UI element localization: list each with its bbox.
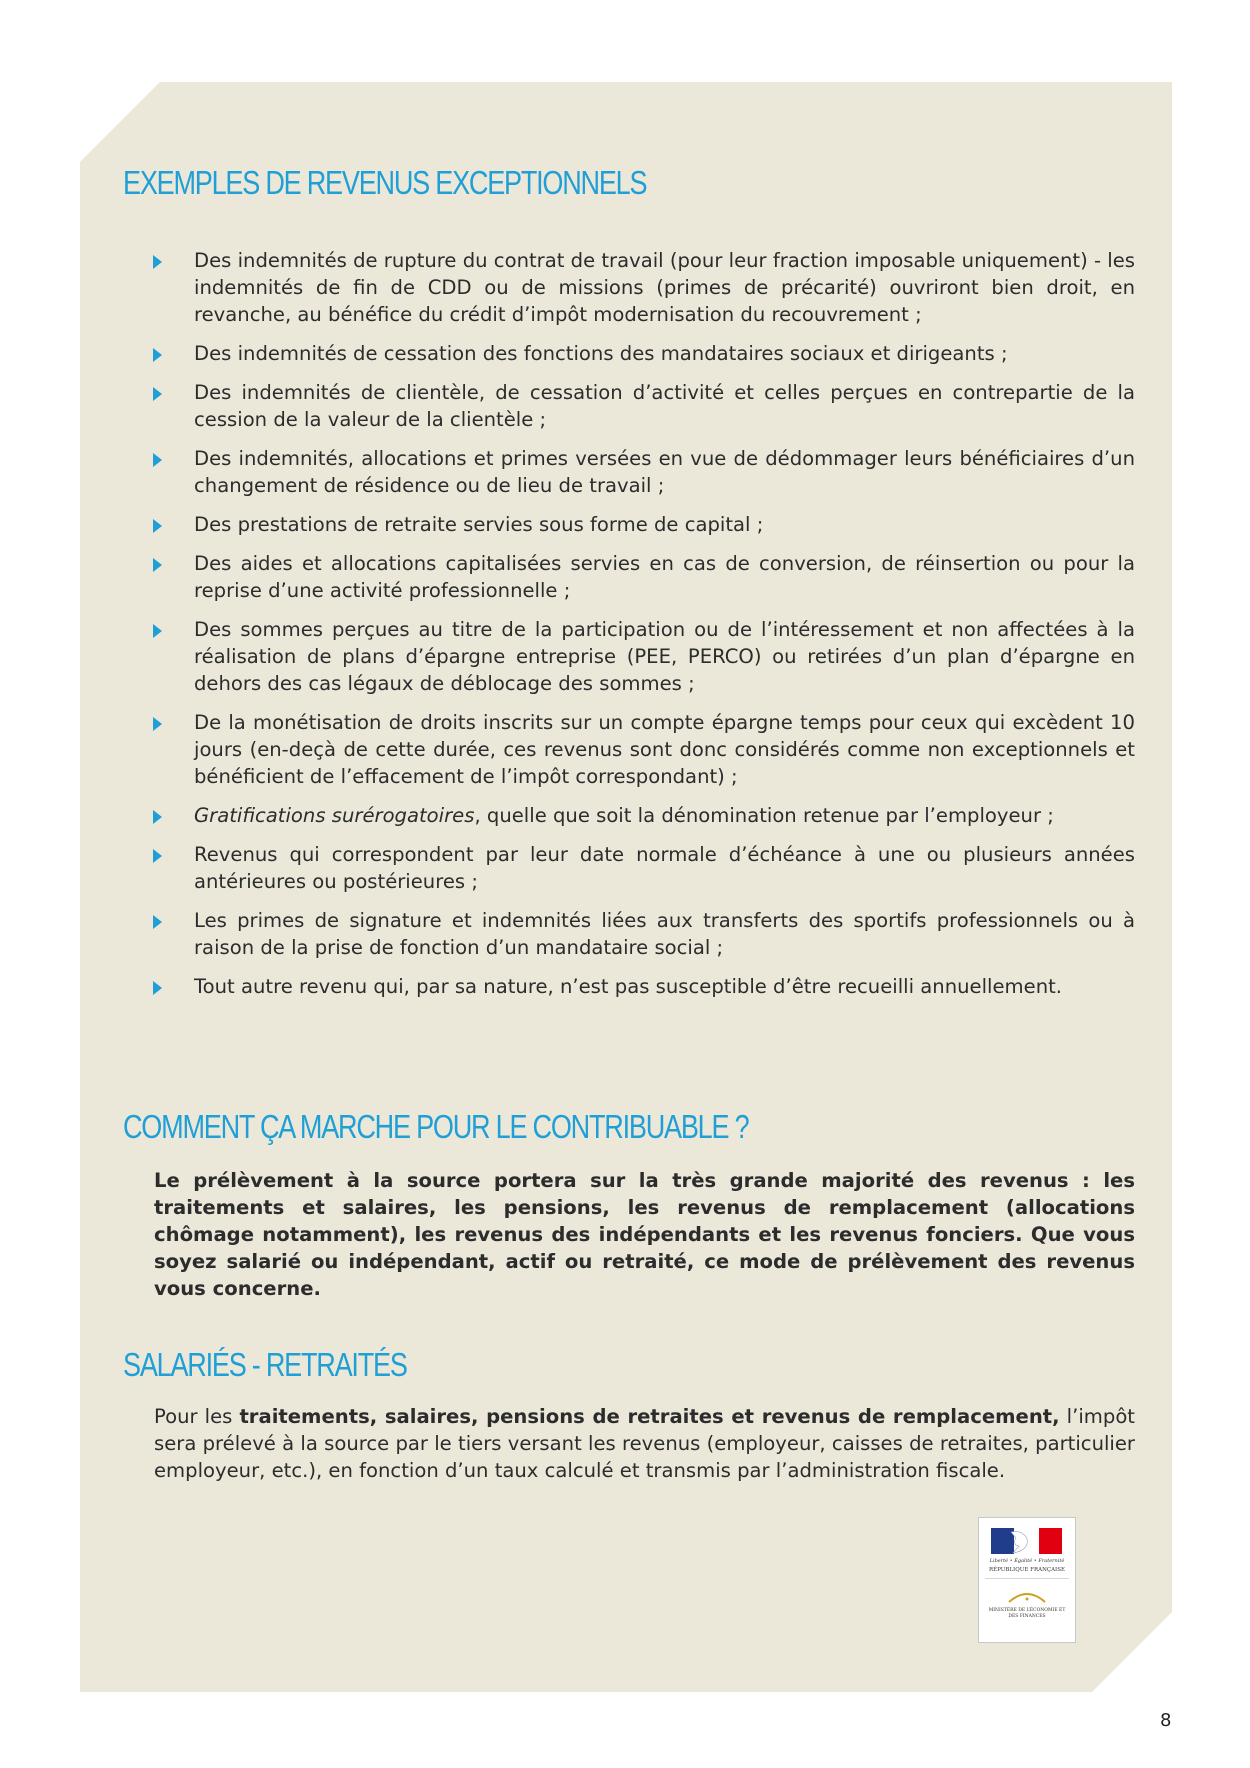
logo-divider [985,1578,1069,1579]
list-item: Des indemnités de rupture du contrat de travail (pour leur fraction imposable uniquement) - les indemnités de fin de CDD ou de missions (primes de précarité) ouvriront bien droit, en revanche, au bénéfice du crédit d’impôt modernisation du recouvrement ; [150,247,1135,328]
list-item: Des prestations de retraite servies sous forme de capital ; [150,511,1135,538]
arrow-bullet-icon [153,348,162,362]
list-item: Des indemnités de clientèle, de cessation d’activité et celles perçues en contrepartie de la cession de la valeur de la clientèle ; [150,379,1135,433]
heading-comment: COMMENT ÇA MARCHE POUR LE CONTRIBUABLE ? [123,1108,749,1145]
arrow-bullet-icon [153,810,162,824]
list-item: Les primes de signature et indemnités liées aux transferts des sportifs professionnels ou à raison de la prise de fonction d’un mandataire social ; [150,907,1135,961]
arrow-bullet-icon [153,558,162,572]
arrow-bullet-icon [153,849,162,863]
list-item: Des aides et allocations capitalisées servies en cas de conversion, de réinsertion ou pour la reprise d’une activité professionnelle ; [150,550,1135,604]
arrow-bullet-icon [153,981,162,995]
emphasis-text: Gratifications surérogatoires [194,804,475,827]
logo-motto: Liberté • Égalité • Fraternité [989,1558,1065,1564]
ministry-arc-icon [1007,1588,1047,1604]
arrow-bullet-icon [153,255,162,269]
list-item: Des sommes perçues au titre de la participation ou de l’intéressement et non affectées à la réalisation de plans d’épargne entreprise (PEE, PERCO) ou retirées d’un plan d’épargne en dehors des cas légaux de déblocage des sommes ; [150,616,1135,697]
list-item: Gratifications surérogatoires, quelle que soit la dénomination retenue par l’employeur ; [150,802,1135,829]
page-number: 8 [1160,1710,1172,1731]
marianne-flag-icon [991,1528,1062,1554]
arrow-bullet-icon [153,387,162,401]
list-item: De la monétisation de droits inscrits sur un compte épargne temps pour ceux qui excèdent 10 jours (en-deçà de cette durée, ces revenus sont donc considérés comme non exceptionnels et bénéficient de l’effacement de l’impôt correspondant) ; [150,709,1135,790]
logo-republic: RÉPUBLIQUE FRANÇAISE [988,1567,1066,1573]
exemples-list [150,247,1135,1012]
heading-exemples: EXEMPLES DE REVENUS EXCEPTIONNELS [123,164,647,201]
list-item: Revenus qui correspondent par leur date normale d’échéance à une ou plusieurs années antérieures ou postérieures ; [150,841,1135,895]
arrow-bullet-icon [153,624,162,638]
heading-salaries: SALARIÉS - RETRAITÉS [123,1346,407,1383]
arrow-bullet-icon [153,519,162,533]
republique-francaise-logo [978,1517,1076,1643]
list-item: Tout autre revenu qui, par sa nature, n’est pas susceptible d’être recueilli annuellement. [150,973,1135,1000]
salaries-paragraph: Pour les traitements, salaires, pensions de retraites et revenus de remplacement, l’impôt sera prélevé à la source par le tiers versant les revenus (employeur, caisses de retraites, particulier employeur, etc.), en fonction d’un taux calculé et transmis par l’administration fiscale. [154,1405,1135,1482]
arrow-bullet-icon [153,717,162,731]
arrow-bullet-icon [153,915,162,929]
logo-ministry: MINISTÈRE DE L’ÉCONOMIE ET DES FINANCES [988,1608,1066,1619]
list-item: Des indemnités, allocations et primes versées en vue de dédommager leurs bénéficiaires d’un changement de résidence ou de lieu de travail ; [150,445,1135,499]
salaries-bold-text: traitements, salaires, pensions de retraites et revenus de remplacement, [239,1405,1060,1428]
arrow-bullet-icon [153,453,162,467]
list-item: Des indemnités de cessation des fonctions des mandataires sociaux et dirigeants ; [150,340,1135,367]
comment-paragraph: Le prélèvement à la source portera sur la très grande majorité des revenus : les traitements et salaires, les pensions, les revenus de remplacement (allocations chômage notamment), les revenus des indépendants et les revenus fonciers. Que vous soyez salarié ou indépendant, actif ou retraité, ce mode de prélèvement des revenus vous concerne. [154,1169,1135,1300]
